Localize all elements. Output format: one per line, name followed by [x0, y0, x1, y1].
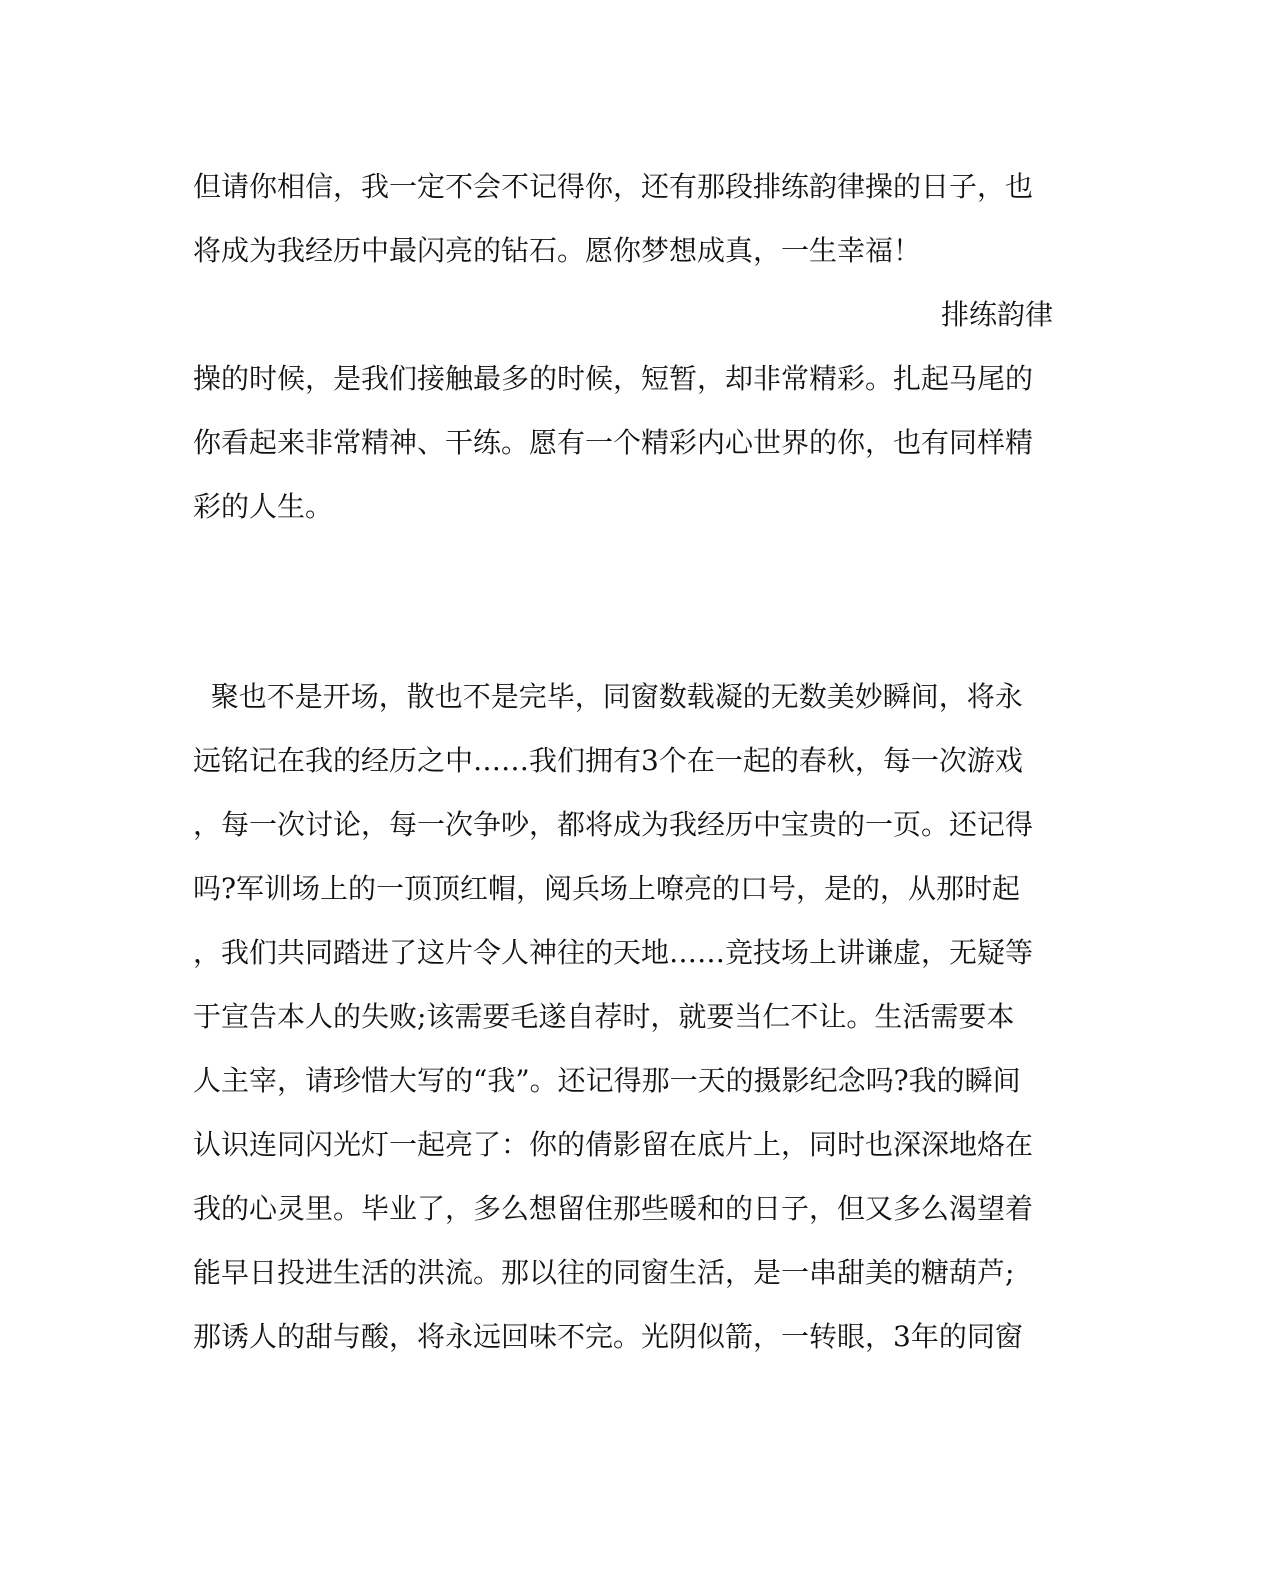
- text-line: 操的时候，是我们接触最多的时候，短暂，却非常精彩。扎起马尾的: [193, 362, 1034, 395]
- text-line: 那诱人的甜与酸，将永远回味不完。光阴似箭，一转眼，3年的同窗: [193, 1320, 1023, 1353]
- text-line: 但请你相信，我一定不会不记得你，还有那段排练韵律操的日子，也: [193, 170, 1034, 203]
- text-block-classmates-essay: [193, 665, 1053, 1369]
- text-line: 我的心灵里。毕业了，多么想留住那些暖和的日子，但又多么渴望着: [193, 1192, 1034, 1225]
- text-line: 认识连同闪光灯一起亮了：你的倩影留在底片上，同时也深深地烙在: [193, 1128, 1034, 1161]
- text-line: ，每一次讨论，每一次争吵，都将成为我经历中宝贵的一页。还记得: [193, 808, 1034, 841]
- text-line: 远铭记在我的经历之中……我们拥有3个在一起的春秋，每一次游戏: [193, 744, 1023, 777]
- text-line: 能早日投进生活的洪流。那以往的同窗生活，是一串甜美的糖葫芦;: [193, 1256, 1015, 1289]
- text-block-farewell-note: [193, 155, 1053, 539]
- text-line: 吗?军训场上的一顶顶红帽，阅兵场上嘹亮的口号，是的，从那时起: [193, 872, 1021, 905]
- text-line: 于宣告本人的失败;该需要毛遂自荐时，就要当仁不让。生活需要本: [193, 1000, 1015, 1033]
- text-line: 聚也不是开场，散也不是完毕，同窗数载凝的无数美妙瞬间，将永: [193, 680, 1023, 713]
- text-line: ，我们共同踏进了这片令人神往的天地……竞技场上讲谦虚，无疑等: [193, 936, 1034, 969]
- text-line: 将成为我经历中最闪亮的钻石。愿你梦想成真，一生幸福！: [193, 234, 922, 267]
- text-line: 彩的人生。: [193, 490, 334, 523]
- text-line: 排练韵律: [940, 298, 1053, 331]
- text-line: 你看起来非常精神、干练。愿有一个精彩内心世界的你，也有同样精: [193, 426, 1034, 459]
- text-line: 人主宰，请珍惜大写的“我”。还记得那一天的摄影纪念吗?我的瞬间: [193, 1064, 1021, 1097]
